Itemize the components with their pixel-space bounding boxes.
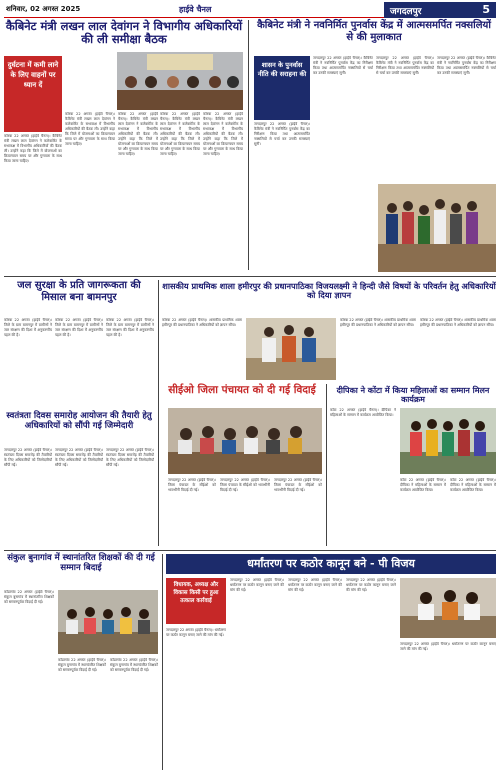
page-number: 5 xyxy=(482,3,490,16)
story2-photo xyxy=(378,184,496,272)
masthead-bar xyxy=(4,4,414,18)
story7-photo xyxy=(400,408,496,474)
story9-headline xyxy=(166,554,496,574)
story8-body: कोंडागांव 22 अगस्त (हाईवे चैनल)। संकुल बुनागांव में स्थानांतरित शिक्षकों को सम्मानपूर्वक विदाई दी गई। xyxy=(4,590,54,604)
story1-body-col3: कोरबा 22 अगस्त (हाईवे चैनल)। कैबिनेट मंत्री लखन लाल देवांगन ने कलेक्टोरेट के सभाकक्ष में विभागीय अधिकारियों की बैठक ली। उन्होंने कहा कि जिले में योजनाओं का क्रियान्वयन समय पर और गुणवत्ता के साथ किया जाना चाहिए। xyxy=(118,112,158,156)
section-tag xyxy=(384,2,496,18)
story6-headline: सीईओ जिला पंचायत को दी गई विदाई xyxy=(168,384,316,396)
story5-headline: स्वतंत्रता दिवस समारोह आयोजन की तैयारी हेतु अधिकारियों को सौंपी गई जिम्मेदारी xyxy=(6,411,152,431)
story6-body-col2: जगदलपुर 22 अगस्त (हाईवे चैनल)। जिला पंचायत के सीईओ को भावभीनी विदाई दी गई। xyxy=(220,478,270,492)
story9-body-col5: जगदलपुर 22 अगस्त (हाईवे चैनल)। धर्मांतरण पर कठोर कानून बनाए जाने की मांग की गई। xyxy=(400,642,496,651)
story3-body-col3: कोरबा 22 अगस्त (हाईवे चैनल)। जिले के ग्राम बामनपुर में ग्रामीणों ने जल संरक्षण की दिशा में अनुकरणीय पहल की है। xyxy=(106,318,154,337)
story6-body-col3: जगदलपुर 22 अगस्त (हाईवे चैनल)। जिला पंचायत के सीईओ को भावभीनी विदाई दी गई। xyxy=(274,478,322,492)
story9-photo xyxy=(400,578,496,638)
story2-body: जगदलपुर 22 अगस्त (हाईवे चैनल)। कैबिनेट मंत्री ने नवनिर्मित पुनर्वास केंद्र का निरीक्षण किया तथा आत्मसमर्पित नक्सलियों से चर्चा कर उनकी समस्याएं सुनीं। xyxy=(254,122,310,146)
story1-photo xyxy=(117,52,243,110)
story5-body-col3: जगदलपुर 22 अगस्त (हाईवे चैनल)। स्वतंत्रता दिवस समारोह की तैयारियों के लिए अधिकारियों को जिम्मेदारियाँ सौंपी गईं। xyxy=(106,448,154,467)
story7-body: कोंटा 22 अगस्त (हाईवे चैनल)। दीपिका ने महिलाओं के सम्मान में कार्यक्रम आयोजित किया। xyxy=(330,408,396,417)
story7-body-col2: कोंटा 22 अगस्त (हाईवे चैनल)। दीपिका ने महिलाओं के सम्मान में कार्यक्रम आयोजित किया। xyxy=(400,478,446,492)
story2-body-col2: जगदलपुर 22 अगस्त (हाईवे चैनल)। कैबिनेट मंत्री ने नवनिर्मित पुनर्वास केंद्र का निरीक्षण किया तथा आत्मसमर्पित नक्सलियों से चर्चा कर उनकी समस्याएं सुनीं। xyxy=(313,56,373,75)
story7-headline: दीपिका ने कोंटा में किया महिलाओं का सम्मान मिलन कार्यक्रम xyxy=(336,385,490,405)
story3-headline: जल सुरक्षा के प्रति जागरूकता की मिसाल बना बामनपुर xyxy=(17,280,141,303)
story7-body-col3: कोंटा 22 अगस्त (हाईवे चैनल)। दीपिका ने महिलाओं के सम्मान में कार्यक्रम आयोजित किया। xyxy=(450,478,496,492)
story4-photo xyxy=(246,318,336,380)
divider xyxy=(4,276,496,277)
story1-pull-quote xyxy=(4,56,62,132)
story5-body-col2: जगदलपुर 22 अगस्त (हाईवे चैनल)। स्वतंत्रता दिवस समारोह की तैयारियों के लिए अधिकारियों को जिम्मेदारियाँ सौंपी गईं। xyxy=(55,448,103,467)
story3-body: कोरबा 22 अगस्त (हाईवे चैनल)। जिले के ग्राम बामनपुर में ग्रामीणों ने जल संरक्षण की दिशा में अनुकरणीय पहल की है। xyxy=(4,318,52,337)
story1-body-col5: कोरबा 22 अगस्त (हाईवे चैनल)। कैबिनेट मंत्री लखन लाल देवांगन ने कलेक्टोरेट के सभाकक्ष में विभागीय अधिकारियों की बैठक ली। उन्होंने कहा कि जिले में योजनाओं का क्रियान्वयन समय पर और गुणवत्ता के साथ किया जाना चाहिए। xyxy=(203,112,243,156)
story1-body-col4: कोरबा 22 अगस्त (हाईवे चैनल)। कैबिनेट मंत्री लखन लाल देवांगन ने कलेक्टोरेट के सभाकक्ष में विभागीय अधिकारियों की बैठक ली। उन्होंने कहा कि जिले में योजनाओं का क्रियान्वयन समय पर और गुणवत्ता के साथ किया जाना चाहिए। xyxy=(160,112,200,156)
story8-headline: संकुल बुनागांव में स्थानांतरित शिक्षकों की दी गई सम्मान बिदाई xyxy=(7,553,155,573)
pull-quote-text: शासन के पुनर्वास नीति की सराहना की xyxy=(257,61,307,78)
story2-body-col4: जगदलपुर 22 अगस्त (हाईवे चैनल)। कैबिनेट मंत्री ने नवनिर्मित पुनर्वास केंद्र का निरीक्षण किया तथा आत्मसमर्पित नक्सलियों से चर्चा कर उनकी समस्याएं सुनीं। xyxy=(437,56,496,75)
subhead-text: विधायक, अध्यक्ष और विकास किसी पर हुआ तत्काल कार्रवाई xyxy=(173,582,219,604)
pull-quote-text: दुर्घटना में कमी लाने के लिए वाहनों पर ध्यान दें xyxy=(7,60,59,89)
story5-body: जगदलपुर 22 अगस्त (हाईवे चैनल)। स्वतंत्रता दिवस समारोह की तैयारियों के लिए अधिकारियों को जिम्मेदारियाँ सौंपी गईं। xyxy=(4,448,52,467)
divider xyxy=(248,20,249,270)
story6-photo xyxy=(168,408,322,474)
story1-body-col2: कोरबा 22 अगस्त (हाईवे चैनल)। कैबिनेट मंत्री लखन लाल देवांगन ने कलेक्टोरेट के सभाकक्ष में विभागीय अधिकारियों की बैठक ली। उन्होंने कहा कि जिले में योजनाओं का क्रियान्वयन समय पर और गुणवत्ता के साथ किया जाना चाहिए। xyxy=(65,112,115,146)
city-name: जगदलपुर xyxy=(390,7,422,17)
divider xyxy=(162,554,163,770)
story4-body-col3: कोरबा 22 अगस्त (हाईवे चैनल)। शासकीय प्राथमिक शाला हमीरपुर की प्रधानपाठिका ने अधिकारियों को ज्ञापन सौंपा। xyxy=(420,318,496,327)
story9-body-col2: जगदलपुर 22 अगस्त (हाईवे चैनल)। धर्मांतरण पर कठोर कानून बनाए जाने की मांग की गई। xyxy=(230,578,284,592)
story8-photo xyxy=(58,590,158,654)
story3-body-col2: कोरबा 22 अगस्त (हाईवे चैनल)। जिले के ग्राम बामनपुर में ग्रामीणों ने जल संरक्षण की दिशा में अनुकरणीय पहल की है। xyxy=(55,318,103,337)
story4-body-col2: कोरबा 22 अगस्त (हाईवे चैनल)। शासकीय प्राथमिक शाला हमीरपुर की प्रधानपाठिका ने अधिकारियों को ज्ञापन सौंपा। xyxy=(340,318,416,327)
newspaper-name: हाईवे चैनल xyxy=(179,5,212,14)
story9-subhead xyxy=(166,578,226,624)
divider xyxy=(326,384,327,546)
divider xyxy=(4,550,496,551)
story9-body-col3: जगदलपुर 22 अगस्त (हाईवे चैनल)। धर्मांतरण पर कठोर कानून बनाए जाने की मांग की गई। xyxy=(288,578,342,592)
story2-headline: कैबिनेट मंत्री ने नवनिर्मित पुनर्वास केंद्र में आत्मसमर्पित नक्सलियों से की मुलाकात xyxy=(257,20,491,43)
story8-body-col2: कोंडागांव 22 अगस्त (हाईवे चैनल)। संकुल बुनागांव में स्थानांतरित शिक्षकों को सम्मानपूर्वक विदाई दी गई। xyxy=(58,658,106,672)
story6-body: जगदलपुर 22 अगस्त (हाईवे चैनल)। जिला पंचायत के सीईओ को भावभीनी विदाई दी गई। xyxy=(168,478,216,492)
story9-body: जगदलपुर 22 अगस्त (हाईवे चैनल)। धर्मांतरण पर कठोर कानून बनाए जाने की मांग की गई। xyxy=(166,628,226,637)
issue-date: शनिवार, 02 अगस्त 2025 xyxy=(6,5,81,13)
story9-body-col4: जगदलपुर 22 अगस्त (हाईवे चैनल)। धर्मांतरण पर कठोर कानून बनाए जाने की मांग की गई। xyxy=(346,578,396,592)
story8-body-col3: कोंडागांव 22 अगस्त (हाईवे चैनल)। संकुल बुनागांव में स्थानांतरित शिक्षकों को सम्मानपूर्वक विदाई दी गई। xyxy=(110,658,158,672)
story9-headline-text: धर्मांतरण पर कठोर कानून बने - पी विजय xyxy=(247,557,415,570)
story4-headline: शासकीय प्राथमिक शाला हमीरपुर की प्रधानपाठिका विजयलक्ष्मी ने हिन्दी जैसे विषयों के परिवर्तन हेतु अधिकारियों को दिया ज्ञापन xyxy=(162,281,496,301)
story2-body-col3: जगदलपुर 22 अगस्त (हाईवे चैनल)। कैबिनेट मंत्री ने नवनिर्मित पुनर्वास केंद्र का निरीक्षण किया तथा आत्मसमर्पित नक्सलियों से चर्चा कर उनकी समस्याएं सुनीं। xyxy=(376,56,434,75)
story2-pull-quote xyxy=(254,56,310,120)
story4-body: कोरबा 22 अगस्त (हाईवे चैनल)। शासकीय प्राथमिक शाला हमीरपुर की प्रधानपाठिका ने अधिकारियों को ज्ञापन सौंपा। xyxy=(162,318,242,327)
story1-headline: कैबिनेट मंत्री लखन लाल देवांगन ने विभागीय अधिकारियों की ली समीक्षा बैठक xyxy=(5,19,243,47)
divider xyxy=(158,280,159,546)
story1-body: कोरबा 22 अगस्त (हाईवे चैनल)। कैबिनेट मंत्री लखन लाल देवांगन ने कलेक्टोरेट के सभाकक्ष में विभागीय अधिकारियों की बैठक ली। उन्होंने कहा कि जिले में योजनाओं का क्रियान्वयन समय पर और गुणवत्ता के साथ किया जाना चाहिए। xyxy=(4,134,62,163)
